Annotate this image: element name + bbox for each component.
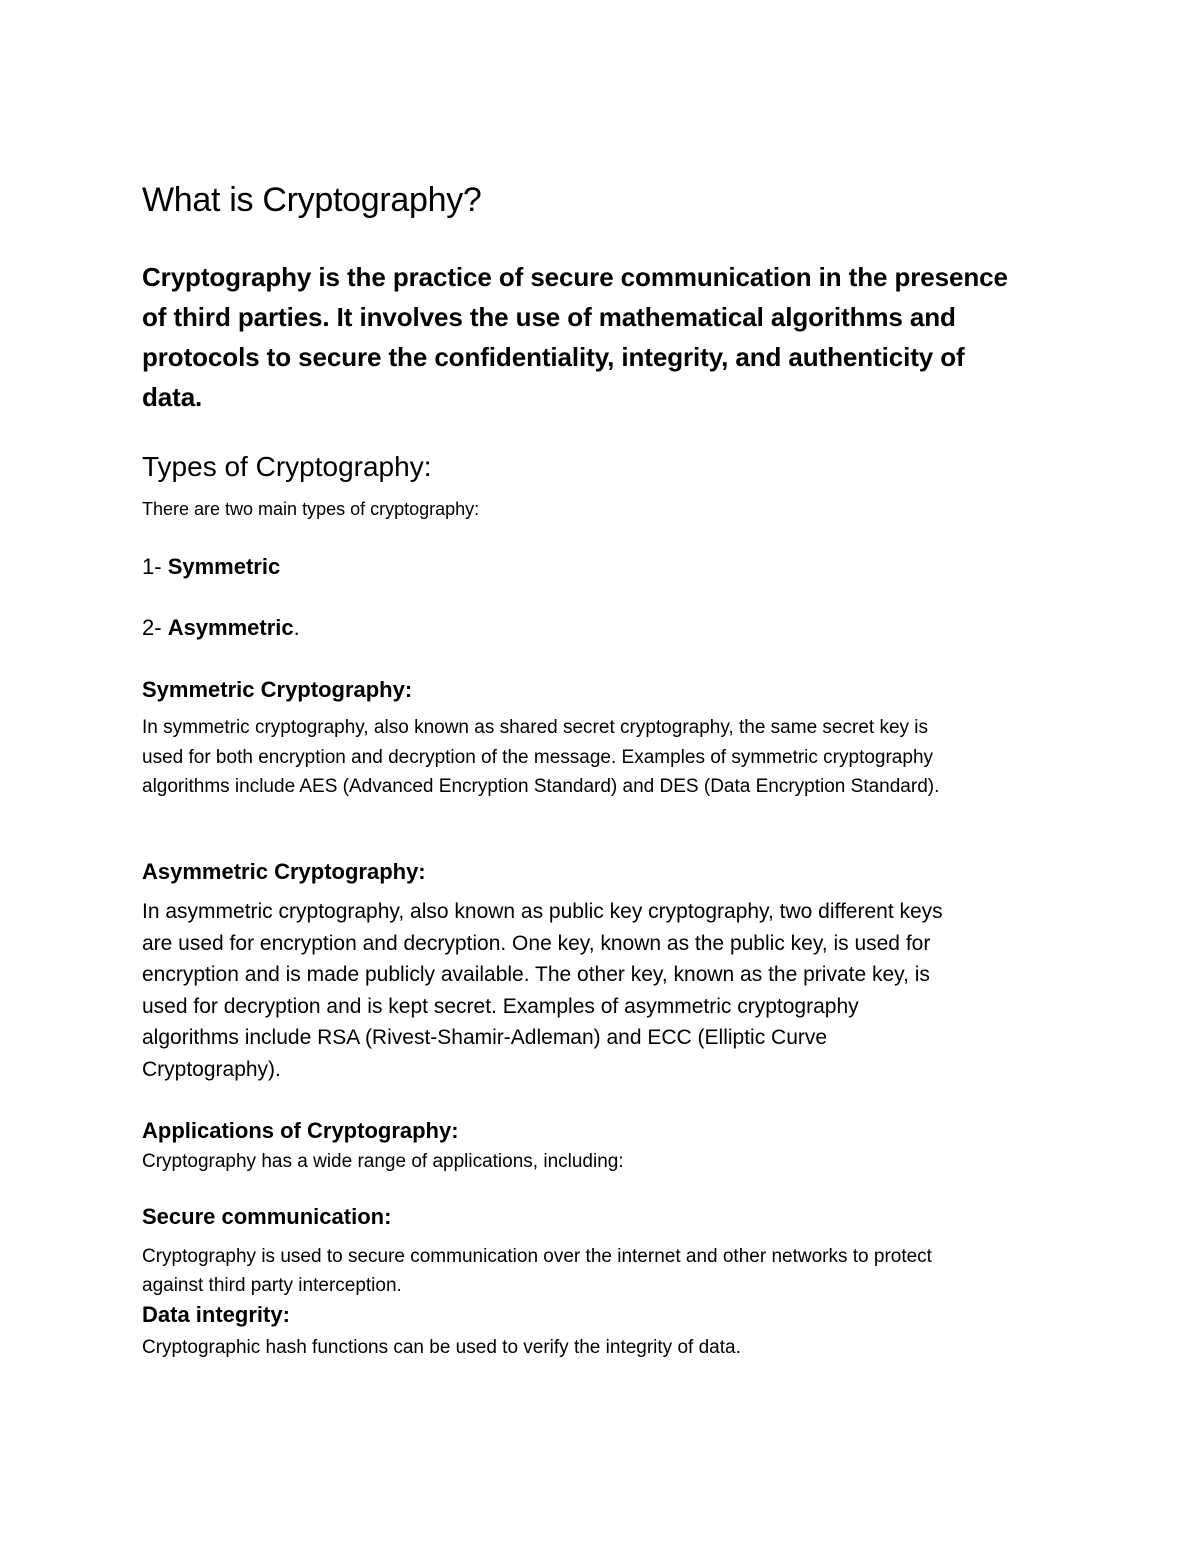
type-item-symmetric: [142, 552, 280, 582]
paragraph-line: encryption and is made publicly available. The other key, known as the private key, is: [142, 963, 930, 986]
data-integrity-text: Cryptographic hash functions can be used to verify the integrity of data.: [142, 1337, 741, 1358]
secure-communication-paragraph: [142, 1242, 932, 1300]
type-item-prefix: 2-: [142, 615, 168, 640]
page-title: What is Cryptography?: [142, 181, 482, 219]
symmetric-paragraph: [142, 713, 939, 802]
type-item-name: Asymmetric: [167, 615, 294, 640]
lead-line: of third parties. It involves the use of mathematical algorithms and: [142, 302, 956, 332]
paragraph-line: In asymmetric cryptography, also known as public key cryptography, two different keys: [142, 900, 943, 923]
type-item-prefix: 1-: [142, 554, 168, 579]
paragraph-line: used for both encryption and decryption of the message. Examples of symmetric cryptography: [142, 746, 934, 768]
lead-line: Cryptography is the practice of secure communication in the presence: [142, 262, 1008, 292]
paragraph-line: are used for encryption and decryption. One key, known as the public key, is used for: [142, 931, 931, 955]
paragraph-line: algorithms include RSA (Rivest-Shamir-Adleman) and ECC (Elliptic Curve: [142, 1026, 828, 1049]
paragraph-line: Cryptography is used to secure communication over the internet and other networks to protect: [142, 1246, 932, 1267]
paragraph-line: used for decryption and is kept secret. Examples of asymmetric cryptography: [142, 994, 859, 1018]
paragraph-line: algorithms include AES (Advanced Encryption Standard) and DES (Data Encryption Standard).: [142, 776, 940, 797]
type-item-asymmetric: [142, 613, 300, 643]
lead-line: protocols to secure the confidentiality, integrity, and authenticity of: [142, 342, 965, 372]
type-item-name: Symmetric: [167, 554, 281, 579]
lead-line: data.: [142, 382, 203, 412]
symmetric-heading: Symmetric Cryptography:: [142, 677, 413, 702]
asymmetric-paragraph: [142, 896, 943, 1085]
types-heading: Types of Cryptography:: [142, 451, 432, 482]
paragraph-line: Cryptography).: [142, 1057, 281, 1081]
lead-paragraph: [142, 257, 1072, 417]
applications-heading: Applications of Cryptography:: [142, 1118, 459, 1143]
paragraph-line: In symmetric cryptography, also known as shared secret cryptography, the same secret key is: [142, 717, 929, 738]
paragraph-line: against third party interception.: [142, 1275, 402, 1296]
data-integrity-heading: Data integrity:: [142, 1302, 290, 1327]
types-intro: There are two main types of cryptography:: [142, 499, 480, 519]
type-item-suffix: .: [293, 615, 300, 640]
secure-communication-heading: Secure communication:: [142, 1204, 392, 1229]
asymmetric-heading: Asymmetric Cryptography:: [142, 859, 426, 884]
applications-text: Cryptography has a wide range of applications, including:: [142, 1151, 624, 1172]
